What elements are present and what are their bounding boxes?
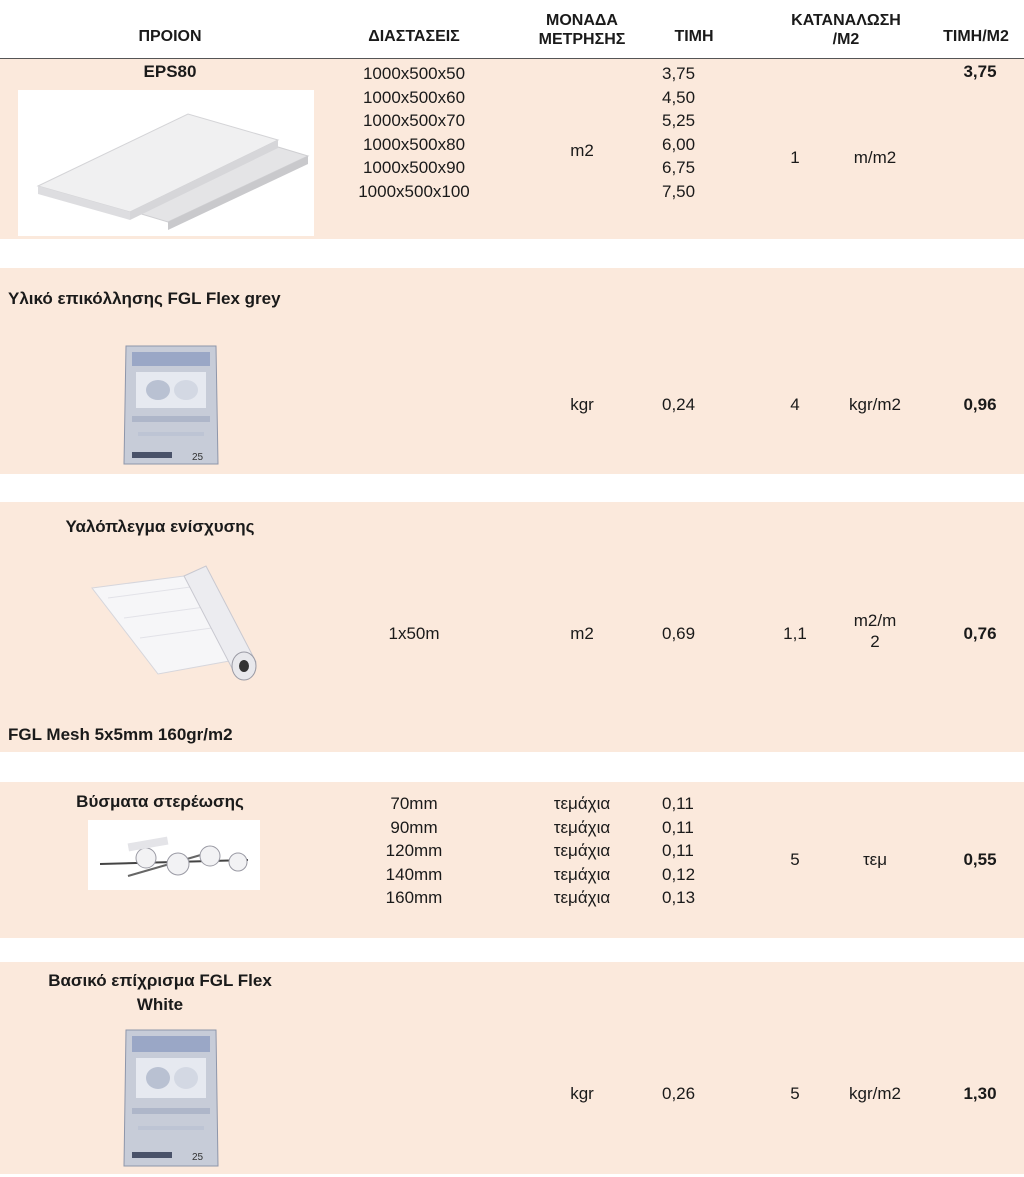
row-anchors-consumption-unit: τεμ — [862, 850, 888, 869]
row-adhesive-consumption: 4 — [790, 395, 800, 414]
price-cell: 0,11 — [662, 817, 694, 837]
row-adhesive-price: 0,24 — [662, 395, 696, 414]
row-mesh-consumption: 1,1 — [783, 624, 807, 643]
price-cell: 6,75 — [662, 158, 696, 177]
row-adhesive-price-per-m2: 0,96 — [963, 395, 997, 414]
dimension-cell: 1000x500x60 — [362, 87, 466, 107]
row-adhesive-unit: kgr — [570, 395, 594, 414]
row-eps80-unit: m2 — [570, 141, 594, 160]
row-basecoat-product-line2: White — [136, 995, 184, 1014]
price-cell: 7,50 — [662, 181, 696, 201]
row-adhesive-consumption-unit: kgr/m2 — [849, 395, 901, 414]
dimension-cell: 140mm — [385, 864, 443, 884]
row-eps80-price-per-m2: 3,75 — [963, 62, 997, 81]
dimension-cell: 1000x500x100 — [358, 181, 470, 201]
row-basecoat-price-per-m2: 1,30 — [963, 1084, 997, 1103]
header-product: ΠΡΟΙΟΝ — [138, 28, 202, 45]
row-mesh-price-per-m2: 0,76 — [963, 624, 997, 643]
price-cell: 4,50 — [662, 87, 696, 107]
row-mesh-consumption-unit — [826, 610, 924, 652]
price-cell: 6,00 — [662, 134, 696, 154]
header-price-per-m2: ΤΙΜΗ/Μ2 — [943, 28, 1009, 45]
row-anchors-product: Βύσματα στερέωσης — [76, 792, 244, 811]
row-mesh-product: Υαλόπλεγμα ενίσχυσης — [65, 517, 255, 536]
header-consumption-line1: ΚΑΤΑΝΑΛΩΣΗ — [791, 12, 901, 29]
row-adhesive-product: Υλικό επικόλλησης FGL Flex grey — [8, 289, 281, 308]
price-cell: 5,25 — [662, 111, 696, 130]
unit-cell: τεμάχια — [553, 888, 611, 907]
row-anchors-prices — [662, 792, 720, 910]
dimension-cell: 1000x500x90 — [362, 158, 466, 177]
dimension-cell: 120mm — [385, 841, 443, 860]
dimension-cell: 160mm — [385, 888, 443, 907]
row-mesh-price: 0,69 — [662, 624, 696, 643]
unit-cell: τεμάχια — [553, 817, 611, 837]
adhesive-bag-image — [118, 340, 224, 470]
row-basecoat-price: 0,26 — [662, 1084, 696, 1103]
row-eps80-dimensions — [332, 62, 496, 203]
header-unit-line2: ΜΕΤΡΗΣΗΣ — [538, 31, 626, 48]
header-consumption — [760, 11, 932, 49]
mesh-roll-image — [88, 558, 258, 694]
eps-board-image — [18, 90, 314, 236]
svg-text:25: 25 — [192, 1152, 204, 1163]
row-eps80-product: EPS80 — [143, 62, 197, 81]
row-anchors-units — [512, 792, 652, 910]
unit-cell: τεμάχια — [553, 841, 611, 860]
row-anchors-price-per-m2: 0,55 — [963, 850, 997, 869]
row-mesh-product-note: FGL Mesh 5x5mm 160gr/m2 — [8, 725, 233, 744]
row-basecoat-product — [20, 969, 300, 1017]
header-unit-line1: ΜΟΝΑΔΑ — [546, 12, 618, 29]
dimension-cell: 90mm — [390, 817, 438, 837]
row-basecoat-unit: kgr — [570, 1084, 594, 1103]
unit-cell: τεμάχια — [553, 794, 611, 813]
price-cell: 0,13 — [662, 888, 696, 907]
unit-cell: τεμάχια — [553, 864, 611, 884]
header-consumption-line2: /Μ2 — [832, 31, 860, 48]
dimension-cell: 1000x500x50 — [362, 64, 466, 83]
header-unit — [512, 11, 652, 49]
basecoat-bag-image — [118, 1024, 224, 1172]
price-cell: 0,12 — [662, 864, 696, 884]
price-cell: 0,11 — [662, 794, 694, 813]
row-anchors-consumption: 5 — [790, 850, 800, 869]
price-cell: 0,11 — [662, 841, 694, 860]
dimension-cell: 1000x500x80 — [362, 134, 466, 154]
dimension-cell: 1000x500x70 — [362, 111, 466, 130]
dimension-cell: 70mm — [390, 794, 438, 813]
row-mesh-unit: m2 — [570, 624, 594, 643]
anchors-image — [88, 820, 260, 890]
row-mesh-consumption-unit-line1: m2/m — [853, 611, 897, 630]
row-basecoat-consumption-unit: kgr/m2 — [849, 1084, 901, 1103]
row-basecoat-consumption: 5 — [790, 1084, 800, 1103]
row-eps80-consumption: 1 — [790, 148, 800, 167]
row-mesh-consumption-unit-line2: 2 — [870, 632, 880, 651]
row-anchors-dimensions — [332, 792, 496, 910]
row-mesh-dimensions: 1x50m — [388, 624, 440, 643]
price-cell: 3,75 — [662, 64, 696, 83]
header-dimensions: ΔΙΑΣΤΑΣΕΙΣ — [368, 28, 460, 45]
row-eps80-consumption-unit: m/m2 — [853, 148, 897, 167]
header-price: ΤΙΜΗ — [674, 28, 714, 45]
row-eps80-prices — [662, 62, 720, 203]
svg-text:25: 25 — [192, 452, 204, 463]
row-basecoat-product-line1: Βασικό επίχρισμα FGL Flex — [48, 971, 272, 990]
